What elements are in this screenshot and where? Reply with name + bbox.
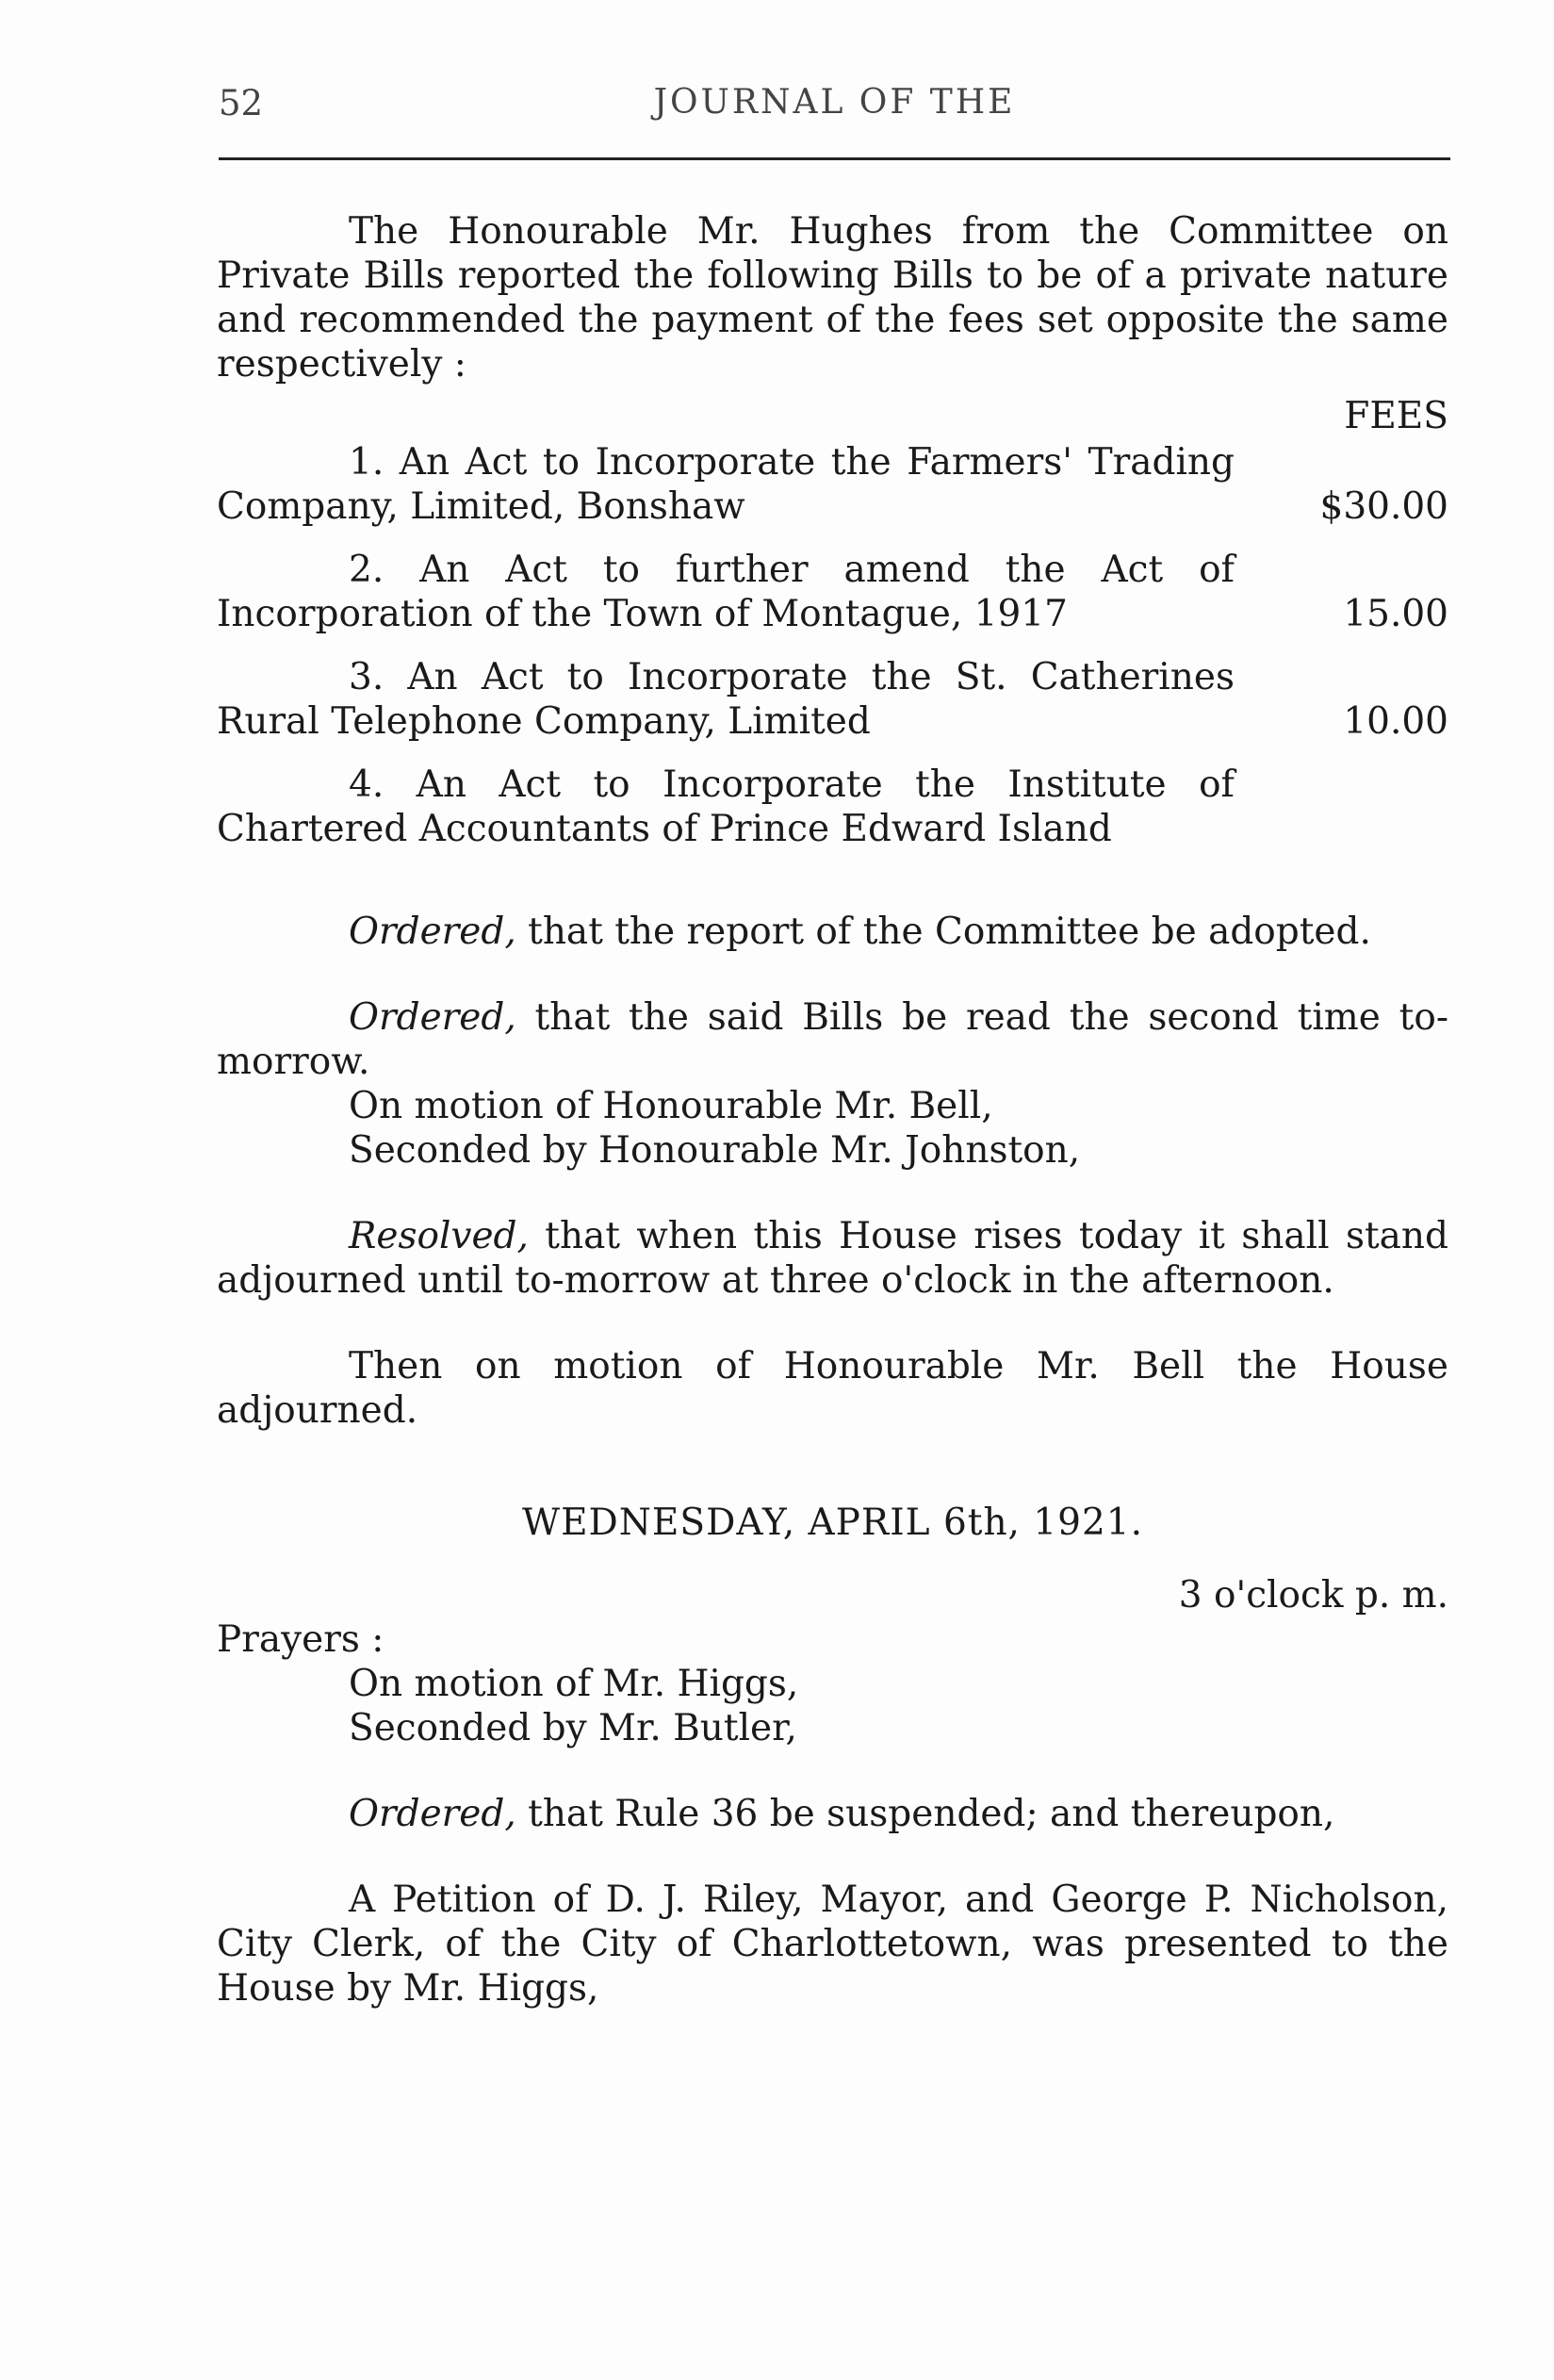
- bill-row: [217, 763, 1448, 851]
- running-head: JOURNAL OF THE: [653, 83, 1016, 122]
- prayers: Prayers :: [217, 1618, 384, 1661]
- order-text: that Rule 36 be suspended; and thereupon,: [515, 1793, 1335, 1835]
- resolved-lead: Resolved,: [349, 1215, 529, 1257]
- session-date: WEDNESDAY, APRIL 6th, 1921.: [521, 1502, 1144, 1544]
- bill-fee: $30.00: [1319, 485, 1448, 528]
- bill-fee: 10.00: [1343, 700, 1448, 743]
- order-adopt-report: [217, 910, 1448, 954]
- bill-fee: 15.00: [1343, 593, 1448, 635]
- fees-column-heading: FEES: [1344, 395, 1448, 437]
- bill-title: 4. An Act to Incorporate the Institute of Chartered Accountants of Prince Edward Island: [217, 763, 1235, 850]
- order-text: that the said Bills be read the second time to-morrow.: [217, 996, 1448, 1083]
- order-second-reading: [217, 995, 1448, 1084]
- resolved-text: that when this House rises today it shall stand adjourned until to-morrow at three o'clock in the afternoon.: [217, 1215, 1448, 1302]
- bill-title: 2. An Act to further amend the Act of Incorporation of the Town of Montague, 1917: [217, 549, 1235, 635]
- house-adjourned: Then on motion of Honourable Mr. Bell the House adjourned.: [217, 1345, 1448, 1432]
- bill-row: [217, 655, 1448, 744]
- committee-report-intro: The Honourable Mr. Hughes from the Committee on Private Bills reported the following Bills to be of a private nature and recommended the payment of the fees set opposite the same respectively :: [217, 210, 1448, 386]
- session-time: 3 o'clock p. m.: [1178, 1574, 1448, 1617]
- page-number: 52: [219, 83, 264, 123]
- bill-row: [217, 548, 1448, 636]
- order-text: that the report of the Committee be adopted.: [515, 911, 1371, 953]
- bill-title: 1. An Act to Incorporate the Farmers' Trading Company, Limited, Bonshaw: [217, 441, 1235, 528]
- page-header: [219, 83, 1450, 130]
- motion-higgs: On motion of Mr. Higgs,: [349, 1663, 799, 1705]
- bill-row: [217, 440, 1448, 529]
- header-rule: [219, 157, 1450, 160]
- order-lead: Ordered,: [349, 996, 516, 1039]
- resolution-adjourn: [217, 1214, 1448, 1303]
- seconded-johnston: Seconded by Honourable Mr. Johnston,: [349, 1129, 1081, 1172]
- seconded-butler: Seconded by Mr. Butler,: [349, 1707, 797, 1749]
- order-lead: Ordered,: [349, 911, 516, 953]
- bill-title: 3. An Act to Incorporate the St. Catherines Rural Telephone Company, Limited: [217, 656, 1235, 743]
- motion-bell: On motion of Honourable Mr. Bell,: [349, 1085, 993, 1127]
- order-lead: Ordered,: [349, 1793, 516, 1835]
- petition-paragraph: A Petition of D. J. Riley, Mayor, and George P. Nicholson, City Clerk, of the City of Charlottetown, was presented to the House by Mr. Higgs,: [217, 1879, 1448, 2010]
- order-suspend-rule: [217, 1792, 1448, 1836]
- page-body: [217, 209, 1448, 2011]
